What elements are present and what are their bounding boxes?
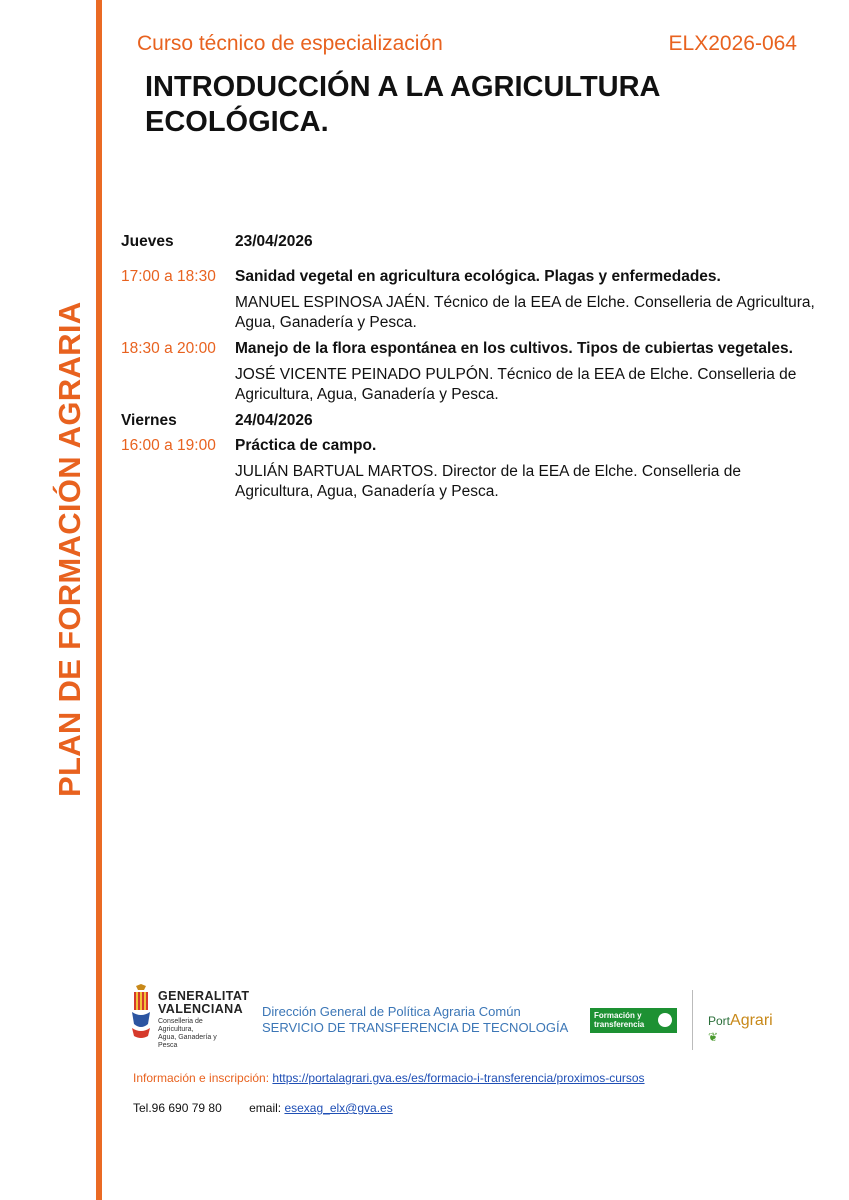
leaf-icon: ❦ [708, 1030, 719, 1044]
contact-line [133, 1101, 393, 1115]
gva-name: GENERALITAT VALENCIANA [158, 989, 250, 1016]
day-date: 23/04/2026 [235, 233, 313, 250]
day-name: Jueves [121, 233, 174, 250]
speaker-row [121, 462, 821, 502]
day-name: Viernes [121, 412, 177, 429]
day-row [121, 411, 821, 431]
footer-divider [692, 990, 693, 1050]
schedule [121, 232, 821, 502]
email-link[interactable]: esexag_elx@gva.es [284, 1101, 393, 1115]
apple-icon [658, 1013, 672, 1027]
session-row [121, 436, 821, 456]
session-time: 16:00 a 19:00 [121, 437, 216, 454]
session-speaker: MANUEL ESPINOSA JAÉN. Técnico de la EEA de Elche. Conselleria de Agricultura, Agua, Ganadería y Pesca. [235, 294, 815, 331]
footer-logos [126, 982, 786, 1054]
course-type: Curso técnico de especialización [137, 32, 443, 55]
coat-of-arms-icon [128, 984, 154, 1040]
course-title: INTRODUCCIÓN A LA AGRICULTURA ECOLÓGICA. [145, 71, 660, 138]
session-speaker: JULIÁN BARTUAL MARTOS. Director de la EEA de Elche. Conselleria de Agricultura, Agua, Ganadería y Pesca. [235, 463, 741, 500]
session-time: 17:00 a 18:30 [121, 268, 216, 285]
directorate-text: Dirección General de Política Agraria Común SERVICIO DE TRANSFERENCIA DE TECNOLOGÍA [262, 1004, 569, 1035]
info-line [133, 1071, 645, 1085]
gva-department: Conselleria de Agricultura, Agua, Ganadería y Pesca [158, 1018, 217, 1049]
session-row [121, 267, 821, 287]
session-topic: Práctica de campo. [235, 437, 377, 454]
day-row [121, 232, 821, 252]
phone: Tel.96 690 79 80 [133, 1101, 222, 1115]
accent-bar [96, 0, 102, 1200]
portal-agrari-logo: PortAgrari ❦ [708, 1012, 773, 1044]
session-topic: Manejo de la flora espontánea en los cultivos. Tipos de cubiertas vegetales. [235, 340, 793, 357]
formacion-transferencia-logo: Formación y transferencia [590, 1008, 677, 1033]
session-time: 18:30 a 20:00 [121, 340, 216, 357]
session-topic: Sanidad vegetal en agricultura ecológica. Plagas y enfermedades. [235, 268, 721, 285]
day-date: 24/04/2026 [235, 412, 313, 429]
speaker-row [121, 365, 821, 405]
sidebar-title: PLAN DE FORMACIÓN AGRARIA [52, 301, 87, 797]
speaker-row [121, 293, 821, 333]
session-speaker: JOSÉ VICENTE PEINADO PULPÓN. Técnico de la EEA de Elche. Conselleria de Agricultura, Agua, Ganadería y Pesca. [235, 366, 797, 403]
session-row [121, 339, 821, 359]
info-link[interactable]: https://portalagrari.gva.es/es/formacio-i-transferencia/proximos-cursos [272, 1071, 645, 1085]
info-label: Información e inscripción: [133, 1071, 270, 1085]
course-code: ELX2026-064 [668, 32, 797, 55]
email-label: email: [249, 1101, 282, 1115]
generalitat-logo [126, 982, 250, 1049]
